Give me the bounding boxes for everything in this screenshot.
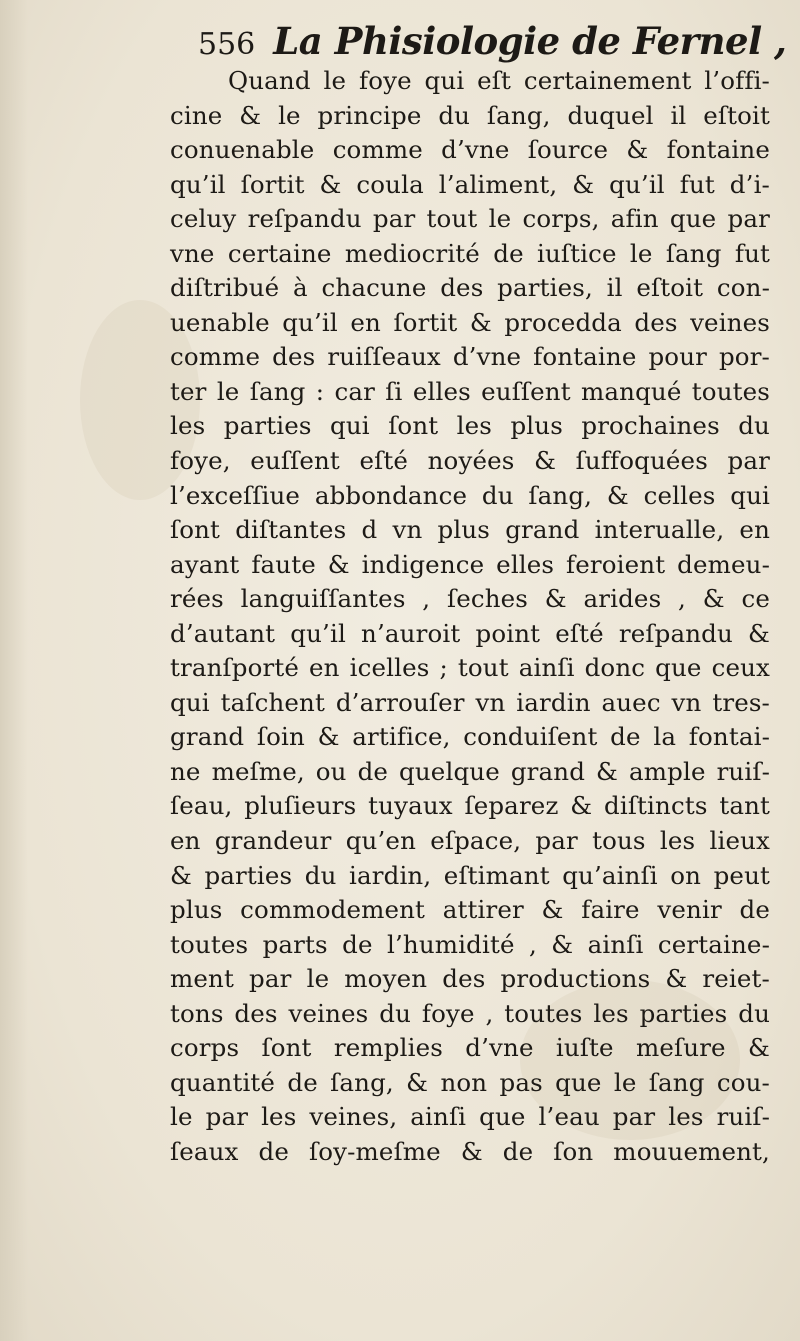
text-line: tranſporté en icelles ; tout ainſi donc que ceux xyxy=(170,653,770,683)
text-line: ſeaux de ſoy-meſme & de ſon mouuement, xyxy=(170,1136,770,1166)
text-line: en grandeur qu’en eſpace, par tous les lieux xyxy=(170,826,770,856)
text-line: les parties qui ſont les plus prochaines du xyxy=(170,411,770,441)
text-line: toutes parts de l’humidité , & ainſi certaine- xyxy=(170,929,770,959)
text-line: ayant faute & indigence elles feroient demeu- xyxy=(170,549,770,579)
text-line: celuy reſpandu par tout le corps, afin que par xyxy=(170,204,770,234)
text-line: rées languiſſantes , ſeches & arides , & ce xyxy=(170,584,770,614)
text-line: conuenable comme d’vne ſource & fontaine xyxy=(170,135,770,165)
text-line: ter le ſang : car ſi elles euſſent manqué toutes xyxy=(170,376,770,406)
text-line: vne certaine mediocrité de iuſtice le ſang fut xyxy=(170,238,770,268)
body-text xyxy=(170,64,770,1170)
text-line: qui taſchent d’arrouſer vn iardin auec vn tres- xyxy=(170,687,770,717)
text-line: uenable qu’il en ſortit & procedda des veines xyxy=(170,307,770,337)
text-line: comme des ruiſſeaux d’vne fontaine pour por- xyxy=(170,342,770,372)
page-number: 556 xyxy=(198,27,256,62)
text-line: Quand le foye qui eſt certainement l’offi- xyxy=(228,66,770,95)
text-line: & parties du iardin, eſtimant qu’ainſi on peut xyxy=(170,860,770,890)
text-line: plus commodement attirer & faire venir de xyxy=(170,895,770,925)
text-line: le par les veines, ainſi que l’eau par les ruiſ- xyxy=(170,1102,770,1132)
text-line: tons des veines du foye , toutes les parties du xyxy=(170,998,770,1028)
text-line: qu’il ſortit & coula l’aliment, & qu’il fut d’i- xyxy=(170,169,770,199)
text-line: corps ſont remplies d’vne iuſte meſure & xyxy=(170,1033,770,1063)
text-line: grand ſoin & artifice, conduiſent de la fontai- xyxy=(170,722,770,752)
text-line: diſtribué à chacune des parties, il eſtoit con- xyxy=(170,273,770,303)
text-line: cine & le principe du ſang, duquel il eſtoit xyxy=(170,100,770,130)
text-line: ſeau, pluſieurs tuyaux ſeparez & diſtincts tant xyxy=(170,791,770,821)
text-line: ne meſme, ou de quelque grand & ample ruiſ- xyxy=(170,756,770,786)
text-line: d’autant qu’il n’auroit point eſté reſpandu & xyxy=(170,618,770,648)
running-head xyxy=(198,18,787,64)
text-line: l’exceſſiue abbondance du ſang, & celles qui xyxy=(170,480,770,510)
text-line: quantité de ſang, & non pas que le ſang cou- xyxy=(170,1067,770,1097)
text-line: ſont diſtantes d vn plus grand interualle, en xyxy=(170,515,770,545)
gutter-shadow xyxy=(0,0,28,1341)
text-line: foye, euſſent eſté noyées & ſuffoquées par xyxy=(170,446,770,476)
text-line: ment par le moyen des productions & reiet- xyxy=(170,964,770,994)
running-title: La Phisiologie de Fernel , xyxy=(273,19,787,63)
